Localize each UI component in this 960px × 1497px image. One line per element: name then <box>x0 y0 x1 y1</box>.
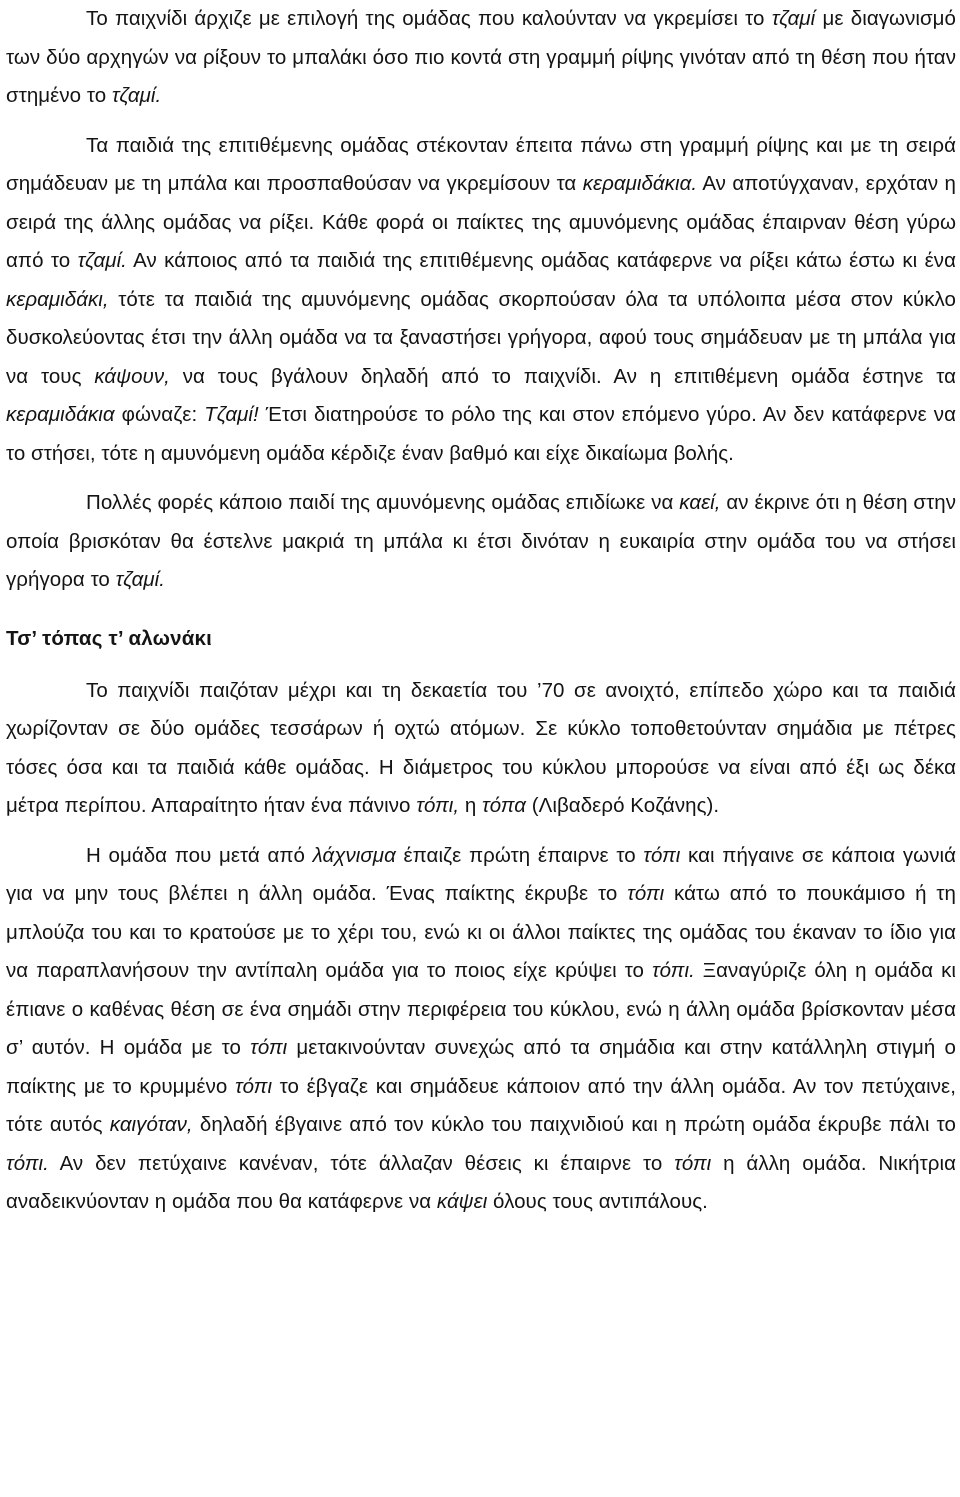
emphasized-term: τζαμί. <box>77 249 127 272</box>
emphasized-term: τόπι <box>643 843 681 867</box>
text-run: το έβγαζε και σημάδευε κάποιον από την άλλη ομάδα. Αν τον πετύχαινε, τότε αυτός <box>6 1074 956 1136</box>
text-run: Αν αποτύγχαναν, ερχόταν η σειρά της άλλης ομάδας να ρίξει. Κάθε φορά οι παίκτες της αμυνόμενης ομάδας έπαιρναν θέση γύρω από το <box>6 172 957 272</box>
text-run: Πολλές φορές κάποιο παιδί της αμυνόμενης ομάδας επιδίωκε να <box>86 491 680 514</box>
emphasized-term: τζαμί <box>771 7 816 30</box>
emphasized-term: κάψει <box>436 1190 488 1213</box>
emphasized-term: κάψουν, <box>94 364 170 388</box>
section-heading: Τσ’ τόπας τ’ αλωνάκι <box>6 626 213 650</box>
text-run: μετακινούνταν συνεχώς από τα σημάδια και στην κατάλληλη στιγμή ο παίκτης με το κρυμμένο <box>6 1036 956 1098</box>
text-run: να τους βγάλουν δηλαδή από το παιχνίδι. Αν η επιτιθέμενη ομάδα έστηνε τα <box>169 364 956 388</box>
text-run: κάτω από το πουκάμισο ή τη μπλούζα του και το κρατούσε με το χέρι του, ενώ κι οι άλλοι παίκτες της ομάδας του έκαναν το ίδιο για να παραπλανήσουν την αντίπαλη ομάδα για το ποιος είχε κρύψει το <box>6 882 956 982</box>
text-run: αν έκρινε ότι η θέση στην οποία βρισκόταν θα έστελνε μακριά τη μπάλα κι έτσι δινόταν η ευκαιρία στην ομάδα του να στήσει γρήγορα το <box>6 491 956 591</box>
text-run: η άλλη ομάδα. Νικήτρια αναδεικνύονταν η ομάδα που θα κατάφερνε να <box>6 1151 956 1213</box>
text-run: φώναζε: <box>114 403 205 426</box>
emphasized-term: τόπι <box>234 1074 273 1098</box>
paragraph <box>6 484 956 600</box>
body-text-top <box>6 0 956 600</box>
emphasized-term: κεραμιδάκια. <box>582 172 698 195</box>
text-run: Τα παιδιά της επιτιθέμενης ομάδας στέκονταν έπειτα πάνω στη γραμμή ρίψης και με τη σειρά σημάδευαν με τη μπάλα και προσπαθούσαν να γκρεμίσουν τα <box>6 133 956 195</box>
emphasized-term: τόπι, <box>416 794 460 817</box>
emphasized-term: κεραμιδάκια <box>6 403 115 426</box>
text-run: έπαιζε πρώτη έπαιρνε το <box>395 843 644 867</box>
text-run: Το παιχνίδι παιζόταν μέχρι και τη δεκαετία του ’70 σε ανοιχτό, επίπεδο χώρο και τα παιδιά χωρίζονταν σε δύο ομάδες τεσσάρων ή οχτώ ατόμων. Σε κύκλο τοποθετούνταν σημάδια με πέτρες τόσες όσα και τα παιδιά κάθε ομάδας. Η διάμετρος του κύκλου μπορούσε να είναι από έξι ως δέκα μέτρα περίπου. Απαραίτητο ήταν ένα πάνινο <box>6 678 956 817</box>
text-run: η <box>459 794 483 817</box>
emphasized-term: Τζαμί! <box>204 403 259 426</box>
text-run: όλους τους αντιπάλους. <box>487 1190 708 1213</box>
emphasized-term: τόπι. <box>6 1151 49 1175</box>
text-run: Αν κάποιος από τα παιδιά της επιτιθέμενης ομάδας κατάφερνε να ρίξει κάτω έστω κι ένα <box>126 249 956 272</box>
document-page <box>6 0 956 1222</box>
emphasized-term: τζαμί. <box>111 84 162 107</box>
paragraph <box>6 837 956 1222</box>
emphasized-term: λάχνισμα <box>312 843 396 867</box>
paragraph <box>6 127 956 474</box>
paragraph <box>6 672 956 826</box>
text-run: και πήγαινε σε κάποια γωνιά για να μην τους βλέπει η άλλη ομάδα. Ένας παίκτης έκρυβε το <box>6 843 956 905</box>
text-run: δηλαδή έβγαινε από τον κύκλο του παιχνιδιού και η πρώτη ομάδα έκρυβε πάλι το <box>192 1113 956 1136</box>
emphasized-term: τόπι <box>627 882 665 905</box>
emphasized-term: τόπι <box>250 1036 288 1059</box>
text-run: Ξαναγύριζε όλη η ομάδα κι έπιανε ο καθένας θέση σε ένα σημάδι στην περιφέρεια του κύκλου, ενώ η άλλη ομάδα βρίσκονταν μέσα σ’ αυτόν. Η ομάδα με το <box>6 959 956 1059</box>
emphasized-term: τόπα <box>482 794 526 817</box>
text-run: με διαγωνισμό των δύο αρχηγών να ρίξουν το μπαλάκι όσο πιο κοντά στη γραμμή ρίψης γινόταν από τη θέση που ήταν στημένο το <box>6 7 956 107</box>
paragraph <box>6 0 956 116</box>
body-text-section <box>6 672 956 1222</box>
text-run: Έτσι διατηρούσε το ρόλο της και στον επόμενο γύρο. Αν δεν κατάφερνε να το στήσει, τότε η αμυνόμενη ομάδα κέρδιζε έναν βαθμό και είχε δικαίωμα βολής. <box>6 403 956 465</box>
text-run: Η ομάδα που μετά από <box>86 843 313 867</box>
emphasized-term: καιγόταν, <box>109 1113 193 1136</box>
emphasized-term: τόπι. <box>651 959 695 982</box>
emphasized-term: τζαμί. <box>115 568 165 591</box>
text-run: τότε τα παιδιά της αμυνόμενης ομάδας σκορπούσαν όλα τα υπόλοιπα μέσα στον κύκλο δυσκολεύοντας έτσι την άλλη ομάδα να τα ξαναστήσει γρήγορα, αφού τους σημάδευαν με τη μπάλα για να τους <box>6 287 956 388</box>
text-run: Αν δεν πετύχαινε κανέναν, τότε άλλαζαν θέσεις κι έπαιρνε το <box>48 1151 675 1175</box>
emphasized-term: τόπι <box>674 1151 712 1175</box>
emphasized-term: κεραμιδάκι, <box>6 287 109 311</box>
text-run: Το παιχνίδι άρχιζε με επιλογή της ομάδας που καλούνταν να γκρεμίσει το <box>86 7 772 30</box>
emphasized-term: καεί, <box>679 491 721 514</box>
text-run: (Λιβαδερό Κοζάνης). <box>526 794 720 817</box>
